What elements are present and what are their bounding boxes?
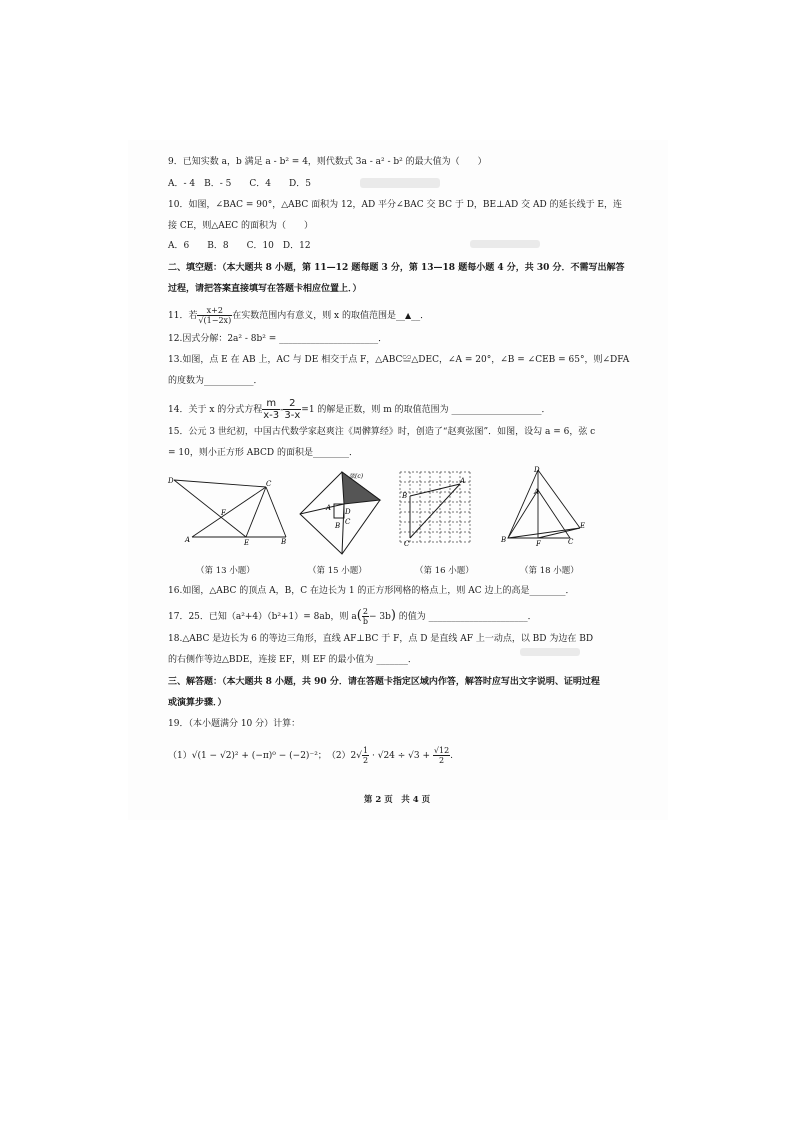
label-b: B <box>501 536 507 544</box>
label-c: C <box>266 480 272 488</box>
label-a: A <box>534 488 540 496</box>
label-c: C <box>568 538 574 546</box>
q17-den: b <box>362 617 368 626</box>
q19-part2-prefix: （2）2 <box>331 751 357 761</box>
question-10-line1: 10．如图，∠BAC = 90°，△ABC 面积为 12，AD 平分∠BAC 交 BC 于 D，BE⊥AD 交 AD 的延长线于 E，连 <box>168 200 623 210</box>
question-13-line1: 13.如图，点 E 在 AB 上，AC 与 DE 相交于点 F，△ABC≌△DEC，∠A = 20°，∠B = ∠CEB = 65°，则∠DFA <box>168 355 630 365</box>
q19-part2-mid: · √24 ÷ √3 + <box>369 751 433 761</box>
figure-18 <box>500 466 586 546</box>
q19-frac-den: 2 <box>438 756 445 765</box>
question-15-line2: = 10，则小正方形 ABCD 的面积是________． <box>168 448 358 458</box>
label-a: A <box>185 536 191 544</box>
q19-sqrt-den: 2 <box>363 756 369 765</box>
question-13-line2: 的度数为___________． <box>168 376 263 386</box>
q17-num: 2 <box>362 607 368 616</box>
question-10-line2: 接 CE，则△AEC 的面积为（ ） <box>168 221 314 231</box>
q14-f2-num: 2 <box>283 398 301 410</box>
q14-suffix: =1 的解是正数，则 m 的取值范围为 ____________________． <box>301 405 551 415</box>
q14-fraction-1 <box>262 398 280 421</box>
label-f: F <box>221 509 226 517</box>
question-19-parts: （1）√(1 − √2)² + (−π)⁰ − (−2)⁻²； （2）2√ $\frac{1}{2}$ · √24 ÷ √3 + $\frac{√12}{2}$ . <box>168 746 454 765</box>
page-footer: 第 2 页 共 4 页 <box>363 795 431 805</box>
label-f: F <box>536 540 541 548</box>
q14-minus: - <box>280 405 284 415</box>
question-19-title: 19．（本小题满分 10 分）计算： <box>168 719 301 729</box>
caption-fig13: （第 13 小题） <box>196 566 255 576</box>
q19-frac-num: √12 <box>433 746 450 755</box>
label-c: C <box>404 540 410 548</box>
label-a: A <box>326 504 332 512</box>
answer-marker: ▲ <box>405 311 412 320</box>
label-b: B <box>335 522 341 530</box>
q17-fraction <box>362 607 369 626</box>
q14-f2-den: 3-x <box>284 410 301 421</box>
q11-prefix: 11．若 <box>168 311 198 321</box>
label-a: A <box>460 477 466 485</box>
question-18-line2: 的右侧作等边△BDE，连接 EF，则 EF 的最小值为 _______． <box>168 655 417 665</box>
q17-rest: − 3b <box>368 612 391 622</box>
question-11: 11．若 $\frac{x+2}{√(1-2x)}$ 在实数范围内有意义，则 x 的取值范围是__▲__． <box>168 306 430 325</box>
q19-part2-end: . <box>450 751 454 761</box>
question-17 <box>168 607 537 626</box>
scan-smudge <box>360 178 440 188</box>
q14-fraction-2 <box>283 398 301 421</box>
section-3-header-line1: 三、解答题：（本大题共 8 小题，共 90 分．请在答题卡指定区域内作答，解答时应写出文字说明、证明过程 <box>168 677 600 687</box>
q17-suffix: 的值为 ______________________． <box>395 612 537 622</box>
label-c: C <box>345 518 351 526</box>
label-d: D <box>534 466 540 474</box>
q17-paren-close: ) <box>390 608 396 623</box>
label-e: E <box>580 522 586 530</box>
label-e: E <box>244 539 250 547</box>
scan-smudge <box>520 648 580 656</box>
label-b: B <box>402 492 408 500</box>
q11-fraction <box>197 306 232 325</box>
question-9-options: A．- 4 B．- 5 C．4 D．5 <box>168 179 311 189</box>
label-chord: 弦(c) <box>349 473 364 480</box>
q11-denominator: √(1−2x) <box>198 316 232 325</box>
question-12: 12.因式分解：2a² - 8b² = ______________________． <box>168 334 388 344</box>
label-d: D <box>345 508 351 516</box>
question-14 <box>168 398 551 421</box>
question-18-line1: 18.△ABC 是边长为 6 的等边三角形，直线 AF⊥BC 于 F，点 D 是直线 AF 上一动点，以 BD 为边在 BD <box>168 634 594 644</box>
figure-15 <box>296 470 386 560</box>
q14-prefix: 14．关于 x 的分式方程 <box>168 405 263 415</box>
section-2-header-line1: 二、填空题：（本大题共 8 小题，第 11—12 题每题 3 分，第 13—18 题每小题 4 分，共 30 分．不需写出解答 <box>168 263 625 273</box>
figure-16 <box>398 470 480 548</box>
section-3-header-line2: 或演算步骤．） <box>168 698 227 708</box>
label-d: D <box>168 477 174 485</box>
question-9: 9．已知实数 a，b 满足 a - b² = 4，则代数式 3a - a² - b² 的最大值为（ ） <box>168 157 487 167</box>
question-16: 16.如图，△ABC 的顶点 A，B，C 在边长为 1 的正方形网格的格点上，则 AC 边上的高是________． <box>168 586 575 596</box>
scan-smudge <box>470 240 540 248</box>
figure-13 <box>168 474 290 547</box>
question-10-options: A．6 B．8 C．10 D．12 <box>168 241 311 251</box>
q11-end: ． <box>420 311 430 321</box>
caption-fig16: （第 16 小题） <box>415 566 474 576</box>
question-15-line1: 15．公元 3 世纪初，中国古代数学家赵爽注《周髀算经》时，创造了“赵爽弦图”．如图，设勾 a = 6，弦 c <box>168 427 596 437</box>
q17-prefix: 17．25．已知（a²+4）（b²+1）= 8ab，则 a <box>168 612 357 622</box>
section-2-header-line2: 过程，请把答案直接填写在答题卡相应位置上．） <box>168 284 362 294</box>
caption-fig15: （第 15 小题） <box>308 566 367 576</box>
q19-part1: （1）√(1 − √2)² + (−π)⁰ − (−2)⁻²； <box>168 751 323 761</box>
caption-fig18: （第 18 小题） <box>520 566 579 576</box>
q11-suffix: 在实数范围内有意义，则 x 的取值范围是 <box>232 311 396 321</box>
label-b: B <box>281 538 287 546</box>
q14-f1-den: x-3 <box>263 410 280 421</box>
q14-f1-num: m <box>262 398 280 410</box>
q11-numerator: x+2 <box>197 306 232 316</box>
q19-sqrt-num: 1 <box>363 746 369 755</box>
q19-fraction <box>433 746 450 765</box>
q17-paren-open: ( <box>356 608 362 623</box>
